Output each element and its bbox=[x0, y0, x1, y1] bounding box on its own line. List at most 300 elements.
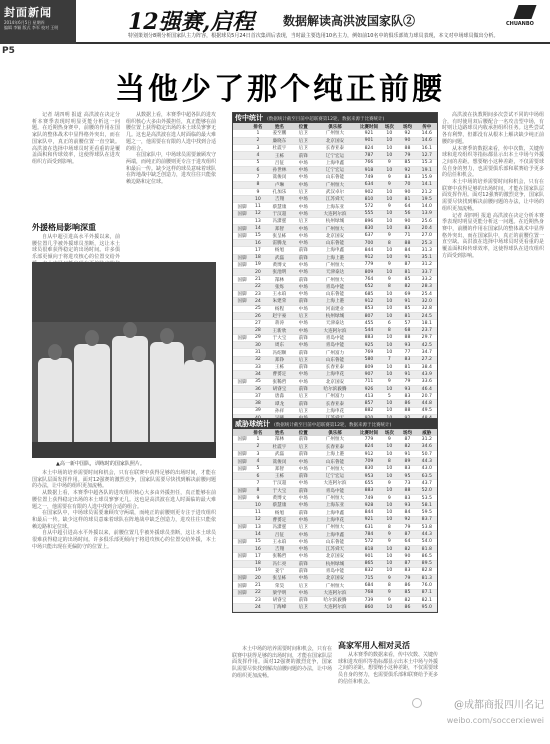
status-cell bbox=[233, 516, 251, 523]
table-cell: 杭州绿城 bbox=[312, 560, 357, 567]
table-cell: 姜至鹏 bbox=[265, 130, 294, 137]
table-cell: 38 bbox=[251, 400, 265, 407]
table-cell: 715 bbox=[358, 575, 381, 582]
table-cell: 14.0 bbox=[417, 203, 437, 210]
table-row bbox=[233, 604, 437, 611]
table-cell: 蒋涛 bbox=[265, 320, 294, 327]
table-cell: 912 bbox=[358, 254, 381, 261]
table-cell: 84 bbox=[398, 509, 416, 516]
table-cell: 46.4 bbox=[417, 385, 437, 392]
table-cell: 中场 bbox=[294, 502, 312, 509]
table-cell: 33 bbox=[251, 364, 265, 371]
table-cell: 9 bbox=[380, 597, 398, 604]
status-cell: 国脚 bbox=[233, 210, 251, 217]
table-cell: 44.3 bbox=[417, 531, 437, 538]
table-cell: 95 bbox=[398, 472, 416, 479]
table-row bbox=[233, 188, 437, 195]
table-cell: 10 bbox=[380, 269, 398, 276]
table-cell: 544 bbox=[358, 327, 381, 334]
status-cell bbox=[233, 567, 251, 574]
table-cell: 92 bbox=[398, 166, 416, 173]
table-cell: 42.5 bbox=[417, 342, 437, 349]
table-row bbox=[233, 320, 437, 327]
table-row bbox=[233, 276, 437, 283]
status-cell bbox=[233, 472, 251, 479]
table-cell: 中场 bbox=[294, 327, 312, 334]
table-cell: 76.0 bbox=[417, 582, 437, 589]
status-cell bbox=[233, 145, 251, 152]
table-row bbox=[233, 582, 437, 589]
column-header: 传中 bbox=[417, 123, 437, 130]
table-cell: 31 bbox=[251, 349, 265, 356]
table-row bbox=[233, 174, 437, 181]
status-cell bbox=[233, 188, 251, 195]
table-cell: 天津泰达 bbox=[312, 320, 357, 327]
table-cell: 王永珀 bbox=[265, 291, 294, 298]
table-cell: 杜震宇 bbox=[265, 145, 294, 152]
table-cell: 青岛中能 bbox=[312, 283, 357, 290]
sidebar-box-text bbox=[338, 652, 438, 740]
table-cell: 10 bbox=[380, 385, 398, 392]
page-header bbox=[0, 0, 550, 44]
table-row bbox=[233, 225, 437, 232]
photo-player bbox=[112, 336, 148, 442]
article-column-2 bbox=[126, 112, 216, 260]
table-cell: 15.9 bbox=[417, 174, 437, 181]
table-cell: 912 bbox=[358, 451, 381, 458]
table-cell: 北京国安 bbox=[312, 232, 357, 239]
table-cell: 58.1 bbox=[417, 502, 437, 509]
status-cell: 国脚 bbox=[233, 291, 251, 298]
table-cell: 杜震宇 bbox=[265, 443, 294, 450]
table-cell: 12 bbox=[251, 516, 265, 523]
article-column-1b bbox=[32, 234, 120, 260]
table-cell: 9 bbox=[380, 181, 398, 188]
table-cell: 广州富力 bbox=[312, 393, 357, 400]
table-cell: 20 bbox=[251, 575, 265, 582]
table-cell: 19 bbox=[251, 261, 265, 268]
table-cell: 北京国安 bbox=[312, 378, 357, 385]
table-cell: 31.2 bbox=[417, 436, 437, 443]
table-cell: 44.8 bbox=[417, 400, 437, 407]
photo-background bbox=[32, 262, 216, 322]
table-cell: 姜宁 bbox=[265, 567, 294, 574]
table-cell: 779 bbox=[358, 261, 381, 268]
table-cell: 上海申花 bbox=[312, 407, 357, 414]
table-cell: 93 bbox=[398, 342, 416, 349]
table-cell: 86 bbox=[398, 604, 416, 611]
table-cell: 1 bbox=[251, 130, 265, 137]
status-cell bbox=[233, 356, 251, 363]
table-cell: 3 bbox=[251, 451, 265, 458]
photo-player bbox=[74, 344, 110, 442]
table-cell: 于大宝 bbox=[265, 334, 294, 341]
table-cell: 8 bbox=[251, 181, 265, 188]
table-row bbox=[233, 465, 437, 472]
table-cell: 10 bbox=[380, 196, 398, 203]
table-cell: 10 bbox=[380, 145, 398, 152]
table-cell: 53.5 bbox=[417, 494, 437, 501]
table-cell: 33.7 bbox=[417, 269, 437, 276]
table-cell: 83 bbox=[398, 465, 416, 472]
table-cell: 杨旭 bbox=[265, 509, 294, 516]
table-cell: 后卫 bbox=[294, 130, 312, 137]
table-row bbox=[233, 342, 437, 349]
table-cell: 广州恒大 bbox=[312, 524, 357, 531]
table-cell: 9 bbox=[380, 159, 398, 166]
table-cell: 广州恒大 bbox=[312, 261, 357, 268]
table-cell: 7 bbox=[251, 480, 265, 487]
table-cell: 926 bbox=[358, 385, 381, 392]
table-cell: 冯仁亮 bbox=[265, 560, 294, 567]
table-cell: 33.2 bbox=[417, 276, 437, 283]
table-row bbox=[233, 261, 437, 268]
table-cell: 中场 bbox=[294, 545, 312, 552]
table-row bbox=[233, 327, 437, 334]
table-cell: 蒿俊闵 bbox=[265, 458, 294, 465]
table-cell: 555 bbox=[358, 210, 381, 217]
table-cell: 9 bbox=[380, 276, 398, 283]
table-cell: 9 bbox=[380, 261, 398, 268]
table-cell: 684 bbox=[358, 582, 381, 589]
series-subtitle: 数据解读高洪波国家队② bbox=[283, 14, 416, 28]
table-cell: 前锋 bbox=[294, 349, 312, 356]
table-cell: 10 bbox=[380, 364, 398, 371]
table-cell: 10 bbox=[380, 604, 398, 611]
table-cell: 前锋 bbox=[294, 247, 312, 254]
table-cell: 34 bbox=[251, 371, 265, 378]
table-cell: 前锋 bbox=[294, 276, 312, 283]
table-cell: 10 bbox=[380, 567, 398, 574]
column-header: 场均 bbox=[398, 123, 416, 130]
article-paragraph: 记者 胡四明 报道 高洪波在决定分析本赛季表现时明显更能分析这一问题。在近期热身赛中，前腰的作用在国家队的整体战术中显得格外突出，而在国家队中，真正的前腰位置一直空缺。高洪波在选择中场球员时更看重的是覆盖面积和传球效率，这使得球队在进攻组织方面受到影响。 bbox=[32, 112, 120, 165]
section-name: 封面新闻 bbox=[4, 6, 52, 19]
table-cell: 吉翔 bbox=[265, 196, 294, 203]
table-cell: 91 bbox=[398, 371, 416, 378]
table-cell: 前锋 bbox=[294, 400, 312, 407]
table-cell: 武汉卓尔 bbox=[312, 188, 357, 195]
table-cell: 766 bbox=[358, 159, 381, 166]
table-cell: 89 bbox=[398, 458, 416, 465]
table-cell: 10 bbox=[380, 218, 398, 225]
column-header: 场次 bbox=[380, 429, 398, 436]
article-paragraph: 在国家队中，中场球员需要兼顾攻守两端，而纯正的前腰则更专注于进攻组织和最后一传。缺少这样的球员意味着球队在阵地战中缺乏创造力，进攻往往只能依赖边路和定位球。 bbox=[32, 510, 216, 530]
table-cell: 81 bbox=[398, 269, 416, 276]
table-cell: 39 bbox=[251, 407, 265, 414]
table-cell: 10 bbox=[380, 407, 398, 414]
table-cell: 8 bbox=[380, 327, 398, 334]
table-cell: 90 bbox=[398, 137, 416, 144]
table-cell: 90 bbox=[398, 188, 416, 195]
table-cell: 13 bbox=[251, 524, 265, 531]
status-cell bbox=[233, 312, 251, 319]
table-cell: 中场 bbox=[294, 531, 312, 538]
table-cell: 9 bbox=[380, 575, 398, 582]
table-cell: 张呈栋 bbox=[265, 232, 294, 239]
table-row bbox=[233, 436, 437, 443]
table-cell: 86 bbox=[398, 400, 416, 407]
table-cell: 88 bbox=[398, 239, 416, 246]
table-cell: 810 bbox=[358, 196, 381, 203]
table-cell: 廉晓东 bbox=[265, 137, 294, 144]
sidebar-box-title: 高家军用人相对灵活 bbox=[338, 641, 410, 650]
table-cell: 32.8 bbox=[417, 305, 437, 312]
table-cell: 唐淼 bbox=[265, 393, 294, 400]
table-cell: 北京国安 bbox=[312, 137, 357, 144]
table-cell: 6 bbox=[251, 166, 265, 173]
table-cell: 10 bbox=[380, 334, 398, 341]
table-cell: 广州恒大 bbox=[312, 276, 357, 283]
table-cell: 90 bbox=[398, 218, 416, 225]
photo-player bbox=[38, 358, 72, 442]
status-cell bbox=[233, 349, 251, 356]
table-cell: 883 bbox=[358, 334, 381, 341]
status-cell bbox=[233, 181, 251, 188]
table-cell: 长春亚泰 bbox=[312, 400, 357, 407]
table-cell: 807 bbox=[358, 312, 381, 319]
table-cell: 北京国安 bbox=[312, 575, 357, 582]
status-cell bbox=[233, 371, 251, 378]
table-cell: 779 bbox=[358, 436, 381, 443]
table-cell: 9 bbox=[380, 174, 398, 181]
table-cell: 88 bbox=[398, 145, 416, 152]
table-cell: 山东鲁能 bbox=[312, 458, 357, 465]
table-row bbox=[233, 516, 437, 523]
table-cell: 27.2 bbox=[417, 356, 437, 363]
article-paragraph: 从本赛季的数据来看，传中次数、关键传球和进攻组织等指标都显示出本土中场与外援之间的差距。想要缩小这种差距，不仅需要球员自身的努力，也需要俱乐部和联赛给予更多的信任和机会。 bbox=[338, 652, 439, 685]
table-cell: 上海申花 bbox=[312, 516, 357, 523]
weibo-watermark: @成都商报四川名记 bbox=[454, 700, 544, 711]
table-cell: 青岛中能 bbox=[312, 567, 357, 574]
table-cell: 709 bbox=[358, 458, 381, 465]
status-cell bbox=[233, 159, 251, 166]
table-cell: 18 bbox=[251, 254, 265, 261]
table-cell: 85 bbox=[398, 589, 416, 596]
table-cell: 杭州绿城 bbox=[312, 312, 357, 319]
table-cell: 81.3 bbox=[417, 575, 437, 582]
table-row bbox=[233, 305, 437, 312]
table-row bbox=[233, 553, 437, 560]
table-cell: 21.2 bbox=[417, 188, 437, 195]
table-row bbox=[233, 567, 437, 574]
table-cell: 中场 bbox=[294, 232, 312, 239]
table-cell: 88 bbox=[398, 487, 416, 494]
table-cell: 10 bbox=[380, 188, 398, 195]
table-cell: 前锋 bbox=[294, 509, 312, 516]
status-cell: 国脚 bbox=[233, 225, 251, 232]
table-cell: 上海申鑫 bbox=[312, 159, 357, 166]
table-row bbox=[233, 458, 437, 465]
table-cell: 572 bbox=[358, 203, 381, 210]
table-cell: 27.0 bbox=[417, 232, 437, 239]
table-cell: 中场 bbox=[294, 269, 312, 276]
article-paragraph: 本土中场的培养需要时间和机会，只有在联赛中获得足够的出场时间，才能在国家队层面发挥作用。面对12强赛的激烈竞争，国家队需要尽快找到解决前腰问题的办法，让中场的组织更加流畅。 bbox=[232, 646, 333, 679]
table-cell: 24.5 bbox=[417, 312, 437, 319]
table-cell: 700 bbox=[358, 239, 381, 246]
status-cell: 国脚 bbox=[233, 553, 251, 560]
table-cell: 哈尔滨毅腾 bbox=[312, 597, 357, 604]
table-cell: 809 bbox=[358, 269, 381, 276]
table-cell: 中场 bbox=[294, 480, 312, 487]
table-cell: 8 bbox=[380, 582, 398, 589]
table-cell: 83.7 bbox=[417, 516, 437, 523]
table-cell: 长春亚泰 bbox=[312, 364, 357, 371]
table-cell: 824 bbox=[358, 443, 381, 450]
table-cell: 10 bbox=[380, 465, 398, 472]
column-header: 位置 bbox=[294, 123, 312, 130]
table-cell: 3 bbox=[251, 145, 265, 152]
table-cell: 52.0 bbox=[417, 487, 437, 494]
table-cell: 28 bbox=[251, 327, 265, 334]
table-cell: 上海申花 bbox=[312, 371, 357, 378]
table-cell: 后卫 bbox=[294, 188, 312, 195]
table-cell: 2 bbox=[251, 443, 265, 450]
table-cell: 蔡慧康 bbox=[265, 502, 294, 509]
column-header: 姓名 bbox=[265, 429, 294, 436]
table-row bbox=[233, 364, 437, 371]
table-cell: 中场 bbox=[294, 342, 312, 349]
table-row bbox=[233, 210, 437, 217]
table-cell: 853 bbox=[358, 305, 381, 312]
table-cell: 21 bbox=[251, 276, 265, 283]
table-cell: 后卫 bbox=[294, 137, 312, 144]
table-row bbox=[233, 254, 437, 261]
table-cell: 后卫 bbox=[294, 218, 312, 225]
table-cell: 455 bbox=[358, 320, 381, 327]
table-cell: 844 bbox=[358, 247, 381, 254]
table-cell: 山东鲁能 bbox=[312, 356, 357, 363]
table-cell: 13 bbox=[251, 218, 265, 225]
table-cell: 921 bbox=[358, 516, 381, 523]
table-cell: 29.7 bbox=[417, 334, 437, 341]
status-cell bbox=[233, 174, 251, 181]
column-header bbox=[233, 429, 251, 436]
table-cell: 19.1 bbox=[417, 166, 437, 173]
crossing-stats-table bbox=[232, 112, 438, 423]
table-cell: 中场 bbox=[294, 181, 312, 188]
table-cell: 哈尔滨毅腾 bbox=[312, 385, 357, 392]
table-cell: 93 bbox=[398, 502, 416, 509]
table-cell: 9 bbox=[380, 538, 398, 545]
status-cell bbox=[233, 152, 251, 159]
table-cell: 胡睿宝 bbox=[265, 385, 294, 392]
table-cell: 902 bbox=[358, 188, 381, 195]
table-cell: 中场 bbox=[294, 239, 312, 246]
article-paragraph: 自从中超引进高水平外援以来，前腰位置几乎被外援球员垄断，这让本土球员很难获得稳定的出场时间。许多俱乐部更倾向于将进攻核心的位置交给外 bbox=[32, 234, 120, 261]
table-cell: 10 bbox=[380, 298, 398, 305]
table-cell: 雷腾龙 bbox=[265, 239, 294, 246]
status-cell: 国脚 bbox=[233, 276, 251, 283]
status-cell bbox=[233, 327, 251, 334]
table-cell: 广州恒大 bbox=[312, 130, 357, 137]
data-table bbox=[233, 123, 437, 422]
table-cell: 10 bbox=[380, 305, 398, 312]
table-cell: 中场 bbox=[294, 458, 312, 465]
table-row bbox=[233, 545, 437, 552]
table-cell: 907 bbox=[358, 371, 381, 378]
table-cell: 64 bbox=[398, 203, 416, 210]
table-cell: 10 bbox=[380, 312, 398, 319]
table-cell: 6 bbox=[380, 320, 398, 327]
table-cell: 81 bbox=[398, 196, 416, 203]
table-row bbox=[233, 269, 437, 276]
status-cell: 国脚 bbox=[233, 589, 251, 596]
table-cell: 9 bbox=[380, 494, 398, 501]
table-cell: 9 bbox=[251, 188, 265, 195]
table-cell: 14 bbox=[251, 225, 265, 232]
table-row bbox=[233, 181, 437, 188]
status-cell: 国脚 bbox=[233, 524, 251, 531]
table-cell: 572 bbox=[358, 538, 381, 545]
table-cell: 14.6 bbox=[417, 137, 437, 144]
table-cell: 15 bbox=[251, 232, 265, 239]
table-cell: 38.4 bbox=[417, 364, 437, 371]
article-paragraph: 从数据上看，本赛季中超各队的进攻组织核心大多由外援担任，真正能够在前腰位置上获得稳定出场的本土球员寥寥无几。这也是高洪波在选人时面临的最大难题之一，他需要在有限的人选中找到合适的组合。 bbox=[126, 112, 217, 152]
status-cell bbox=[233, 137, 251, 144]
status-cell: 国脚 bbox=[233, 582, 251, 589]
status-cell bbox=[233, 239, 251, 246]
status-cell: 国脚 bbox=[233, 261, 251, 268]
table-cell: 12.7 bbox=[417, 152, 437, 159]
table-cell: 7 bbox=[380, 356, 398, 363]
table-cell: 31.2 bbox=[417, 261, 437, 268]
table-row bbox=[233, 232, 437, 239]
table-cell: 14.1 bbox=[417, 181, 437, 188]
table-cell: 卢琳 bbox=[265, 181, 294, 188]
table-cell: 19.5 bbox=[417, 196, 437, 203]
status-cell bbox=[233, 560, 251, 567]
table-cell: 882 bbox=[358, 407, 381, 414]
table-cell: 后卫 bbox=[294, 407, 312, 414]
table-cell: 张池明 bbox=[265, 269, 294, 276]
table-cell: 749 bbox=[358, 494, 381, 501]
status-cell: 国脚 bbox=[233, 538, 251, 545]
table-cell: 54.0 bbox=[417, 538, 437, 545]
table-cell: 82.8 bbox=[417, 567, 437, 574]
table-cell: 23.7 bbox=[417, 327, 437, 334]
table-cell: 前锋 bbox=[294, 597, 312, 604]
table-row bbox=[233, 538, 437, 545]
table-cell: 中场 bbox=[294, 378, 312, 385]
column-header bbox=[233, 123, 251, 130]
table-cell: 后卫 bbox=[294, 393, 312, 400]
table-cell: 杭州绿城 bbox=[312, 218, 357, 225]
table-cell: 32 bbox=[251, 356, 265, 363]
table-cell: 23 bbox=[251, 291, 265, 298]
table-cell: 中场 bbox=[294, 575, 312, 582]
table-title-bar bbox=[233, 113, 437, 123]
table-cell: 73 bbox=[398, 480, 416, 487]
table-cell: 10 bbox=[380, 451, 398, 458]
table-cell: 黄博文 bbox=[265, 261, 294, 268]
table-cell: 921 bbox=[358, 130, 381, 137]
table-row bbox=[233, 443, 437, 450]
table-cell: 925 bbox=[358, 342, 381, 349]
column-header: 排名 bbox=[251, 429, 265, 436]
table-cell: 83 bbox=[398, 174, 416, 181]
page-headline: 当他少了那个纯正前腰 bbox=[115, 72, 445, 107]
article-column-bottom bbox=[232, 646, 332, 740]
table-header-row bbox=[233, 429, 437, 436]
table-cell: 山东鲁能 bbox=[312, 291, 357, 298]
table-cell: 郑智 bbox=[265, 225, 294, 232]
table-cell: 87 bbox=[398, 531, 416, 538]
table-cell: 82 bbox=[398, 443, 416, 450]
table-cell: 655 bbox=[358, 480, 381, 487]
table-cell: 87 bbox=[398, 436, 416, 443]
table-cell: 中场 bbox=[294, 166, 312, 173]
table-cell: 周东 bbox=[265, 342, 294, 349]
